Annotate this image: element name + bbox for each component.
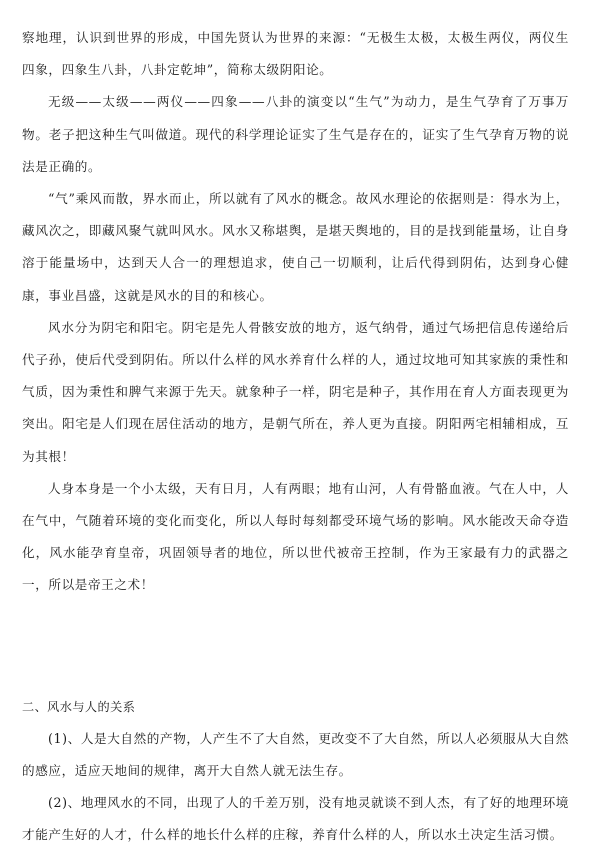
- section-item-2: (2)、地理风水的不同，出现了人的千差万别，没有地灵就谈不到人杰，有了好的地理环境才能产生好的人才，什么样的地长什么样的庄稼，养育什么样的人，所以水土决定生活习惯。: [22, 795, 570, 843]
- paragraph-yin-yang-dwellings: 风水分为阴宅和阳宅。阴宅是先人骨骸安放的地方，返气纳骨，通过气场把信息传递给后代子孙，使后代受到阴佑。所以什么样的风水养育什么样的人，通过坟地可知其家族的秉性和气质，因为秉性和脾气来源于先天。就象种子一样，阴宅是种子，其作用在育人方面表现更为突出。阳宅是人们现在居住活动的地方，是朝气所在，养人更为直接。阴阳两宅相辅相成，互为其根！: [22, 319, 569, 464]
- section-spacer: [22, 602, 569, 691]
- paragraph-vital-qi: 无级——太级——两仪——四象——八卦的演变以“生气”为动力，是生气孕育了万事万物。老子把这种生气叫做道。现代的科学理论证实了生气是存在的，证实了生气孕育万物的说法是正确的。: [22, 94, 569, 174]
- paragraph-cosmology-intro: 察地理，认识到世界的形成，中国先贤认为世界的来源：“无极生太极，太极生两仪，两仪生四象，四象生八卦，八卦定乾坤”，简称太级阴阳论。: [22, 30, 569, 78]
- section-heading: 二、风水与人的关系: [22, 699, 136, 714]
- section-item-1: (1)、人是大自然的产物，人产生不了大自然，更改变不了大自然，所以人必须服从大自然的感应，适应天地间的规律，离开大自然人就无法生存。: [22, 730, 570, 778]
- paragraph-fengshui-concept: “气”乘风而散，界水而止，所以就有了风水的概念。故风水理论的依据则是：得水为上，藏风次之，即藏风聚气就叫风水。风水又称堪舆，是堪天舆地的，目的是找到能量场，让自身溶于能量场中，达到天人合一的理想追求，使自己一切顺利，让后代得到阴佑，达到身心健康，事业昌盛，这就是风水的目的和核心。: [22, 191, 569, 303]
- paragraph-human-microcosm: 人身本身是一个小太级，天有日月，人有两眼；地有山河，人有骨骼血液。气在人中，人在气中，气随着环境的变化而变化，所以人每时每刻都受环境气场的影响。风水能改天命夺造化，风水能孕育皇帝，巩固领导者的地位，所以世代被帝王控制，作为王家最有力的武器之一，所以是帝王之术！: [22, 480, 569, 593]
